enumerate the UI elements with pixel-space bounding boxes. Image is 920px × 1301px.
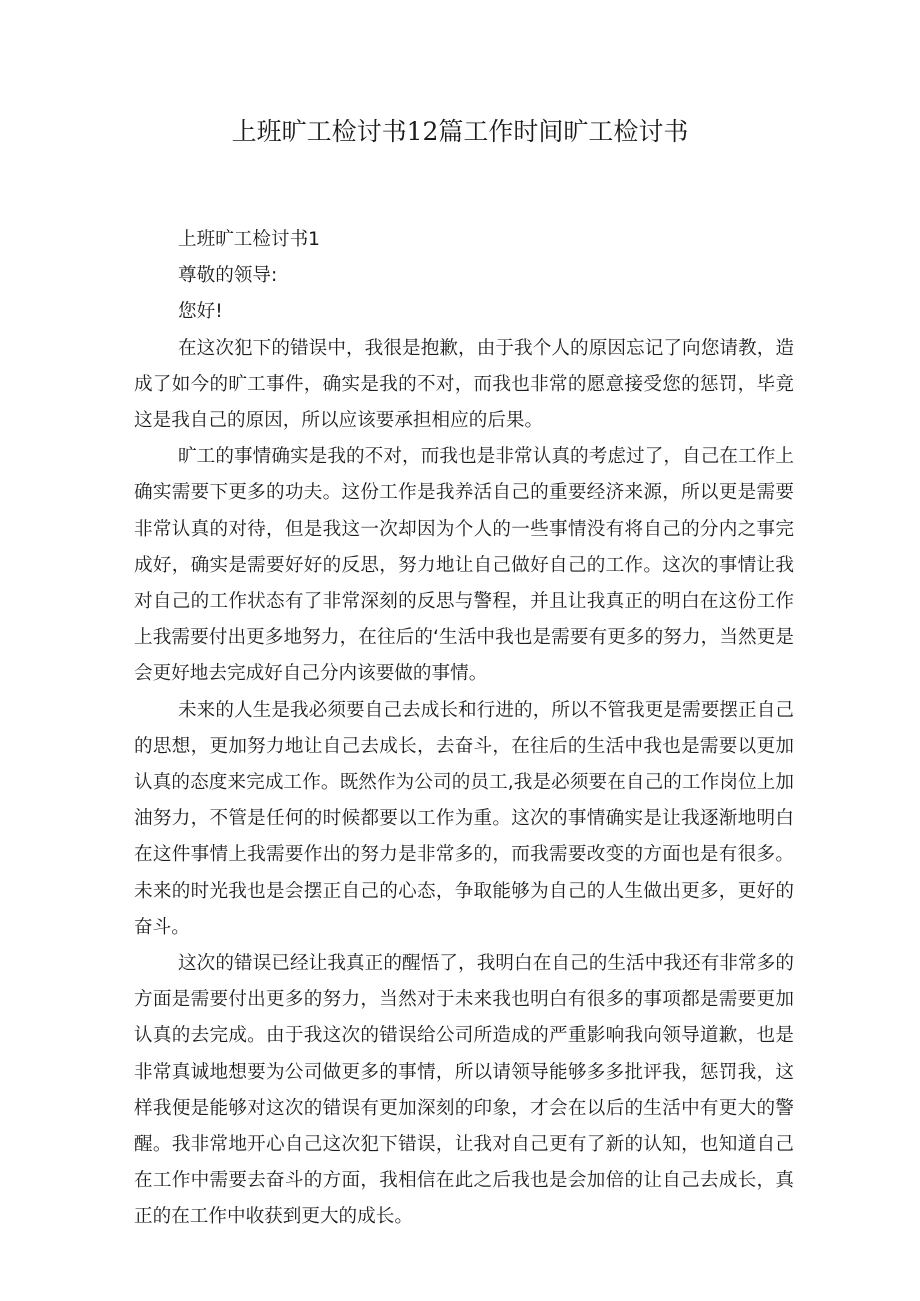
greeting: 您好! <box>178 301 223 323</box>
body-paragraph-2: 旷工的事情确实是我的不对，而我也是非常认真的考虑过了，自己在工作上确实需要下更多的功夫。这份工作是我养活自己的重要经济来源，所以更是需要非常认真的对待，但是我这一次却因为个人的一些事情没有将自己的分内之事完成好，确实是需要好好的反思，努力地让自己做好自己的工作。这次的事情让我对自己的工作状态有了非常深刻的反思与警程，并且让我真正的明白在这份工作上我需要付出更多地努力，在往后的‘生活中我也是需要有更多的努力，当然更是会更好地去完成好自己分内该要做的事情。 <box>134 446 794 685</box>
section-heading: 上班旷工检讨书1 <box>178 229 320 250</box>
salutation: 尊敬的领导: <box>178 265 278 287</box>
body-paragraph-1: 在这次犯下的错误中，我很是抱歉，由于我个人的原因忘记了向您请教，造成了如今的旷工事件，确实是我的不对，而我也非常的愿意接受您的惩罚，毕竟这是我自己的原因，所以应该要承担相应的后果。 <box>134 337 794 432</box>
document-body <box>134 222 794 1236</box>
body-paragraph-3: 未来的人生是我必须要自己去成长和行进的，所以不管我更是需要摆正自己的思想，更加努力地让自己去成长，去奋斗，在往后的生活中我也是需要以更加认真的态度来完成工作。既然作为公司的员工,我是必须要在自己的工作岗位上加油努力，不管是任何的时候都要以工作为重。这次的事情确实是让我逐渐地明白在这件事情上我需要作出的努力是非常多的，而我需要改变的方面也是有很多。未来的时光我也是会摆正自己的心态，争取能够为自己的人生做出更多，更好的奋斗。 <box>134 699 794 938</box>
document-title: 上班旷工检讨书12篇工作时间旷工检讨书 <box>231 117 689 146</box>
body-paragraph-4: 这次的错误已经让我真正的醒悟了，我明白在自己的生活中我还有非常多的方面是需要付出更多的努力，当然对于未来我也明白有很多的事项都是需要更加认真的去完成。由于我这次的错误给公司所造成的严重影响我向领导道歉，也是非常真诚地想要为公司做更多的事情，所以请领导能够多多批评我，惩罚我，这样我便是能够对这次的错误有更加深刻的印象，才会在以后的生活中有更大的警醒。我非常地开心自己这次犯下错误，让我对自己更有了新的认知，也知道自己在工作中需要去奋斗的方面，我相信在此之后我也是会加倍的让自己去成长，真正的在工作中收获到更大的成长。 <box>134 953 794 1228</box>
